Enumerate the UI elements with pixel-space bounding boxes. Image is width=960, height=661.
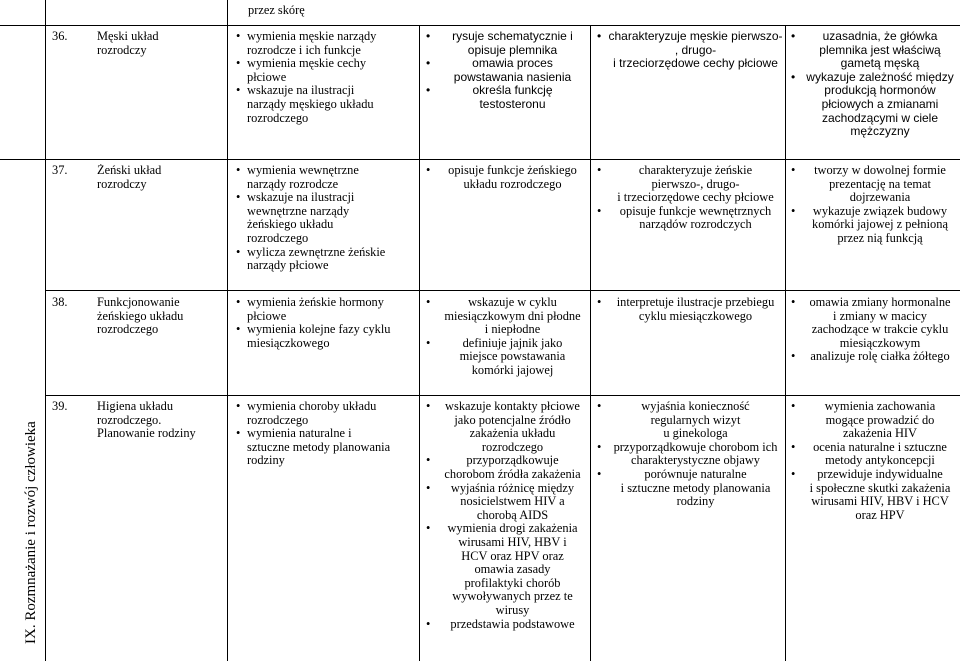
requirement-line: miesiączkowego: [247, 335, 330, 350]
requirement-line: opisuje plemnika: [467, 42, 558, 57]
requirement-item: [790, 441, 958, 468]
requirement-item: [596, 400, 783, 441]
requirement-item: [235, 427, 417, 468]
requirement-item: [596, 30, 783, 71]
requirement-list: [425, 30, 588, 112]
col-line-2: [419, 26, 420, 661]
requirement-line: płciowe: [247, 308, 287, 323]
requirement-line: • ocenia naturalne i sztuczne: [813, 439, 947, 454]
requirement-list: [425, 296, 588, 378]
requirement-line: wirusami HIV, HBV i HCV: [811, 494, 949, 509]
requirement-line: mężczyzny: [850, 124, 910, 139]
requirement-line: • charakteryzuje żeńskie: [638, 164, 753, 177]
requirement-line: • uzasadnia, że główka: [822, 30, 938, 43]
col-line-0: [45, 0, 46, 661]
requirement-line: profilaktyki chorób: [464, 575, 561, 590]
requirements-c6: [790, 400, 958, 522]
requirement-line: • omawia proces: [472, 56, 553, 71]
requirement-line: HCV oraz HPV oraz: [461, 548, 564, 563]
requirement-item: [425, 454, 588, 481]
requirements-c6: [790, 30, 958, 139]
requirements-c4: [425, 400, 588, 631]
requirement-line: żeńskiego układu: [247, 217, 334, 232]
requirement-line: wirusami HIV, HBV i: [458, 534, 567, 549]
requirements-c5: [596, 400, 783, 509]
requirement-item: [235, 191, 417, 245]
requirement-list: [596, 400, 783, 509]
requirement-line: • przedstawia podstawowe: [450, 616, 575, 631]
requirement-line: rozrodczego: [247, 412, 309, 427]
requirement-line: • wymienia kolejne fazy cyklu: [247, 322, 391, 337]
requirement-line: • wymienia choroby układu: [247, 400, 377, 413]
topic-line: rozrodczego.: [97, 412, 162, 427]
requirement-line: sztuczne metody planowania: [247, 439, 391, 454]
requirement-line: rodziny: [676, 494, 715, 509]
col-line-1: [227, 0, 228, 661]
requirement-line: prezentację na temat: [829, 176, 931, 191]
requirement-list: [235, 296, 417, 350]
requirement-line: gametą męską: [840, 56, 920, 71]
requirement-list: [596, 164, 783, 232]
requirement-item: [235, 30, 417, 57]
requirement-item: [425, 164, 588, 191]
requirement-line: układu rozrodczego: [463, 176, 562, 191]
requirement-item: [596, 468, 783, 509]
requirement-line: rozrodczego: [247, 110, 309, 125]
requirement-item: [596, 296, 783, 323]
topic-line: rozrodczego: [97, 322, 159, 337]
requirement-item: [790, 205, 958, 246]
requirement-line: oraz HPV: [855, 507, 905, 522]
requirement-item: [790, 164, 958, 205]
requirement-item: [425, 57, 588, 84]
row-divider-1: [0, 159, 960, 160]
requirement-line: • przewiduje indywidualne: [817, 466, 943, 481]
requirement-line: • tworzy w dowolnej formie: [814, 164, 946, 177]
requirement-line: rozrodczego: [247, 230, 309, 245]
requirement-item: [235, 296, 417, 323]
requirement-line: • wymienia wewnętrzne: [247, 164, 359, 177]
requirement-line: • wskazuje w cyklu: [468, 296, 557, 309]
requirement-list: [790, 30, 958, 139]
requirement-line: miesiączkowym: [839, 335, 921, 350]
requirements-c3: [235, 30, 417, 125]
requirement-line: • opisuje funkcje żeńskiego: [448, 164, 577, 177]
requirements-c5: [596, 296, 783, 323]
requirement-item: [425, 296, 588, 337]
requirement-item: [790, 350, 958, 364]
requirement-line: charakterystyczne objawy: [630, 453, 760, 468]
topic-line: rozrodczy: [97, 42, 147, 57]
requirement-line: wewnętrzne narządy: [247, 203, 350, 218]
requirement-line: komórki jajowej: [471, 362, 554, 377]
requirement-line: • wymienia żeńskie hormony: [247, 296, 384, 309]
requirement-line: narządy rozrodcze: [247, 176, 339, 191]
requirement-line: przez nią funkcją: [837, 230, 923, 245]
requirement-line: • wymienia drogi zakażenia: [447, 521, 578, 536]
requirement-item: [790, 296, 958, 350]
requirement-line: • wymienia naturalne i: [247, 426, 352, 441]
topic-line: rozrodczy: [97, 176, 147, 191]
topic-line: Funkcjonowanie: [97, 296, 180, 309]
requirement-line: mogące prowadzić do: [825, 412, 935, 427]
row-number: 39.: [52, 400, 68, 413]
requirement-line: chorobom źródła zakażenia: [444, 466, 581, 481]
requirement-line: jako potencjalne źródło: [454, 412, 571, 427]
requirement-line: • wyjaśnia różnicę między: [450, 480, 575, 495]
requirement-line: • przyporządkowuje: [466, 453, 559, 468]
requirement-line: rozrodcze i ich funkcje: [247, 42, 361, 57]
topic-line: Higiena układu: [97, 400, 174, 413]
requirement-line: powstawania nasienia: [453, 69, 572, 84]
requirement-line: • wykazuje zależność między: [806, 69, 954, 84]
requirement-line: • wskazuje na ilustracji: [247, 83, 355, 98]
requirement-line: • wskazuje kontakty płciowe: [445, 400, 580, 413]
requirement-line: • wskazuje na ilustracji: [247, 190, 355, 205]
requirement-line: pierwszo-, drugo-: [651, 176, 740, 191]
requirements-c5: [596, 164, 783, 232]
requirements-c4: [425, 296, 588, 378]
requirement-line: produkcją hormonów: [824, 83, 936, 98]
requirement-line: zakażenia HIV: [843, 426, 917, 441]
requirement-line: płciowych a zmianami: [821, 96, 939, 111]
requirement-list: [790, 400, 958, 522]
requirement-item: [790, 71, 958, 139]
requirement-line: zachodzące w trakcie cyklu: [811, 322, 949, 337]
requirement-list: [235, 400, 417, 468]
requirements-c3: [235, 400, 417, 468]
requirement-line: wirusy: [495, 602, 530, 617]
requirements-c3: [235, 164, 417, 273]
requirement-item: [596, 205, 783, 232]
topic-line: Planowanie rodziny: [97, 426, 196, 441]
requirements-c4: [425, 164, 588, 191]
requirement-list: [596, 30, 783, 71]
requirement-list: [235, 30, 417, 125]
requirement-line: i zmiany w macicy: [833, 308, 927, 323]
requirement-list: [425, 400, 588, 631]
requirement-line: i trzeciorzędowe cechy płciowe: [613, 56, 778, 71]
requirement-item: [425, 84, 588, 111]
requirement-item: [425, 30, 588, 57]
requirement-line: regularnych wizyt: [650, 412, 741, 427]
requirement-line: • wymienia męskie narządy: [247, 30, 377, 43]
row-divider-3: [45, 395, 960, 396]
requirement-line: i niepłodne: [484, 322, 541, 337]
requirements-c3: [235, 296, 417, 350]
row-topic: [97, 400, 225, 441]
requirement-line: komórki jajowej z pełnioną: [812, 217, 948, 232]
requirement-line: • interpretuje ilustracje przebiegu: [616, 296, 775, 309]
requirement-item: [425, 400, 588, 454]
requirement-line: • wykazuje związek budowy: [812, 203, 948, 218]
requirement-list: [596, 296, 783, 323]
requirement-item: [425, 337, 588, 378]
requirements-c6: [790, 164, 958, 246]
requirements-c6: [790, 296, 958, 364]
requirement-item: [425, 522, 588, 617]
requirement-list: [235, 164, 417, 273]
requirement-line: • porównuje naturalne: [644, 466, 747, 481]
requirement-item: [790, 400, 958, 441]
requirement-line: rozrodczego: [481, 439, 544, 454]
col-line-4: [785, 26, 786, 661]
requirement-item: [235, 164, 417, 191]
row-topic: [97, 30, 225, 57]
requirement-line: • wylicza zewnętrzne żeńskie: [247, 244, 386, 259]
row-divider-2: [45, 290, 960, 291]
requirements-c4: [425, 30, 588, 112]
requirement-line: i społeczne skutki zakażenia: [809, 480, 951, 495]
requirement-line: cyklu miesiączkowego: [638, 308, 753, 323]
row-number: 38.: [52, 296, 68, 309]
requirement-line: • rysuje schematycznie i: [452, 30, 573, 43]
requirement-item: [790, 30, 958, 71]
requirement-item: [235, 246, 417, 273]
topic-line: Męski układ: [97, 30, 159, 43]
row-number: 36.: [52, 30, 68, 43]
requirement-line: i trzeciorzędowe cechy płciowe: [617, 190, 774, 205]
row-topic: [97, 164, 225, 191]
requirement-line: dojrzewania: [849, 190, 911, 205]
section-label: IX. Rozmnażanie i rozwój człowieka: [23, 421, 39, 644]
requirement-line: , drugo-: [674, 42, 717, 57]
requirement-line: • wymienia zachowania: [824, 400, 936, 413]
requirement-item: [425, 618, 588, 632]
requirement-line: • definiuje jajnik jako: [462, 335, 563, 350]
requirement-line: narządy męskiego układu: [247, 96, 374, 111]
requirement-item: [596, 441, 783, 468]
requirement-line: • wyjaśnia konieczność: [641, 400, 750, 413]
requirement-line: i sztuczne metody planowania: [620, 480, 771, 495]
requirement-line: wywoływanych przez te: [452, 589, 573, 604]
requirement-item: [235, 57, 417, 84]
requirement-line: • przyporządkowuje chorobom ich: [613, 439, 778, 454]
requirement-item: [235, 84, 417, 125]
requirement-item: [790, 468, 958, 522]
requirement-line: • określa funkcję: [472, 83, 553, 98]
requirement-line: metody antykoncepcji: [825, 453, 935, 468]
requirement-line: plemnika jest właściwą: [819, 42, 941, 57]
row-number: 37.: [52, 164, 68, 177]
requirement-line: płciowe: [247, 69, 287, 84]
requirement-line: • wymienia męskie cechy: [247, 56, 367, 71]
requirement-line: rodziny: [247, 453, 285, 468]
requirement-line: • opisuje funkcje wewnętrznych: [619, 203, 772, 218]
header-fragment: przez skórę: [248, 4, 305, 17]
col-line-3: [590, 26, 591, 661]
requirement-line: narządów rozrodczych: [639, 217, 752, 232]
requirement-line: zakażenia układu: [469, 426, 556, 441]
requirement-list: [425, 164, 588, 191]
requirement-list: [790, 296, 958, 364]
requirement-item: [235, 400, 417, 427]
requirement-line: • analizuje rolę ciałka żółtego: [810, 349, 950, 364]
requirement-line: u ginekologa: [663, 426, 728, 441]
requirement-line: nosicielstwem HIV a: [460, 494, 565, 509]
requirement-line: omawia zasady: [474, 562, 551, 577]
border-top: [0, 25, 960, 26]
requirement-item: [425, 482, 588, 523]
requirement-item: [596, 164, 783, 205]
requirement-item: [235, 323, 417, 350]
topic-line: żeńskiego układu: [97, 308, 184, 323]
requirement-line: miejsce powstawania: [459, 349, 566, 364]
row-topic: [97, 296, 225, 337]
requirement-list: [790, 164, 958, 246]
requirement-line: • omawia zmiany hormonalne: [809, 296, 951, 309]
requirement-line: zachodzącymi w ciele: [821, 110, 939, 125]
requirements-c5: [596, 30, 783, 71]
requirement-line: chorobą AIDS: [476, 507, 549, 522]
requirement-line: narządy płciowe: [247, 258, 329, 273]
topic-line: Żeński układ: [97, 164, 162, 177]
requirement-line: testosteronu: [479, 96, 546, 111]
requirement-line: • charakteryzuje męskie pierwszo-: [608, 30, 783, 43]
requirement-line: miesiączkowym dni płodne: [444, 308, 581, 323]
